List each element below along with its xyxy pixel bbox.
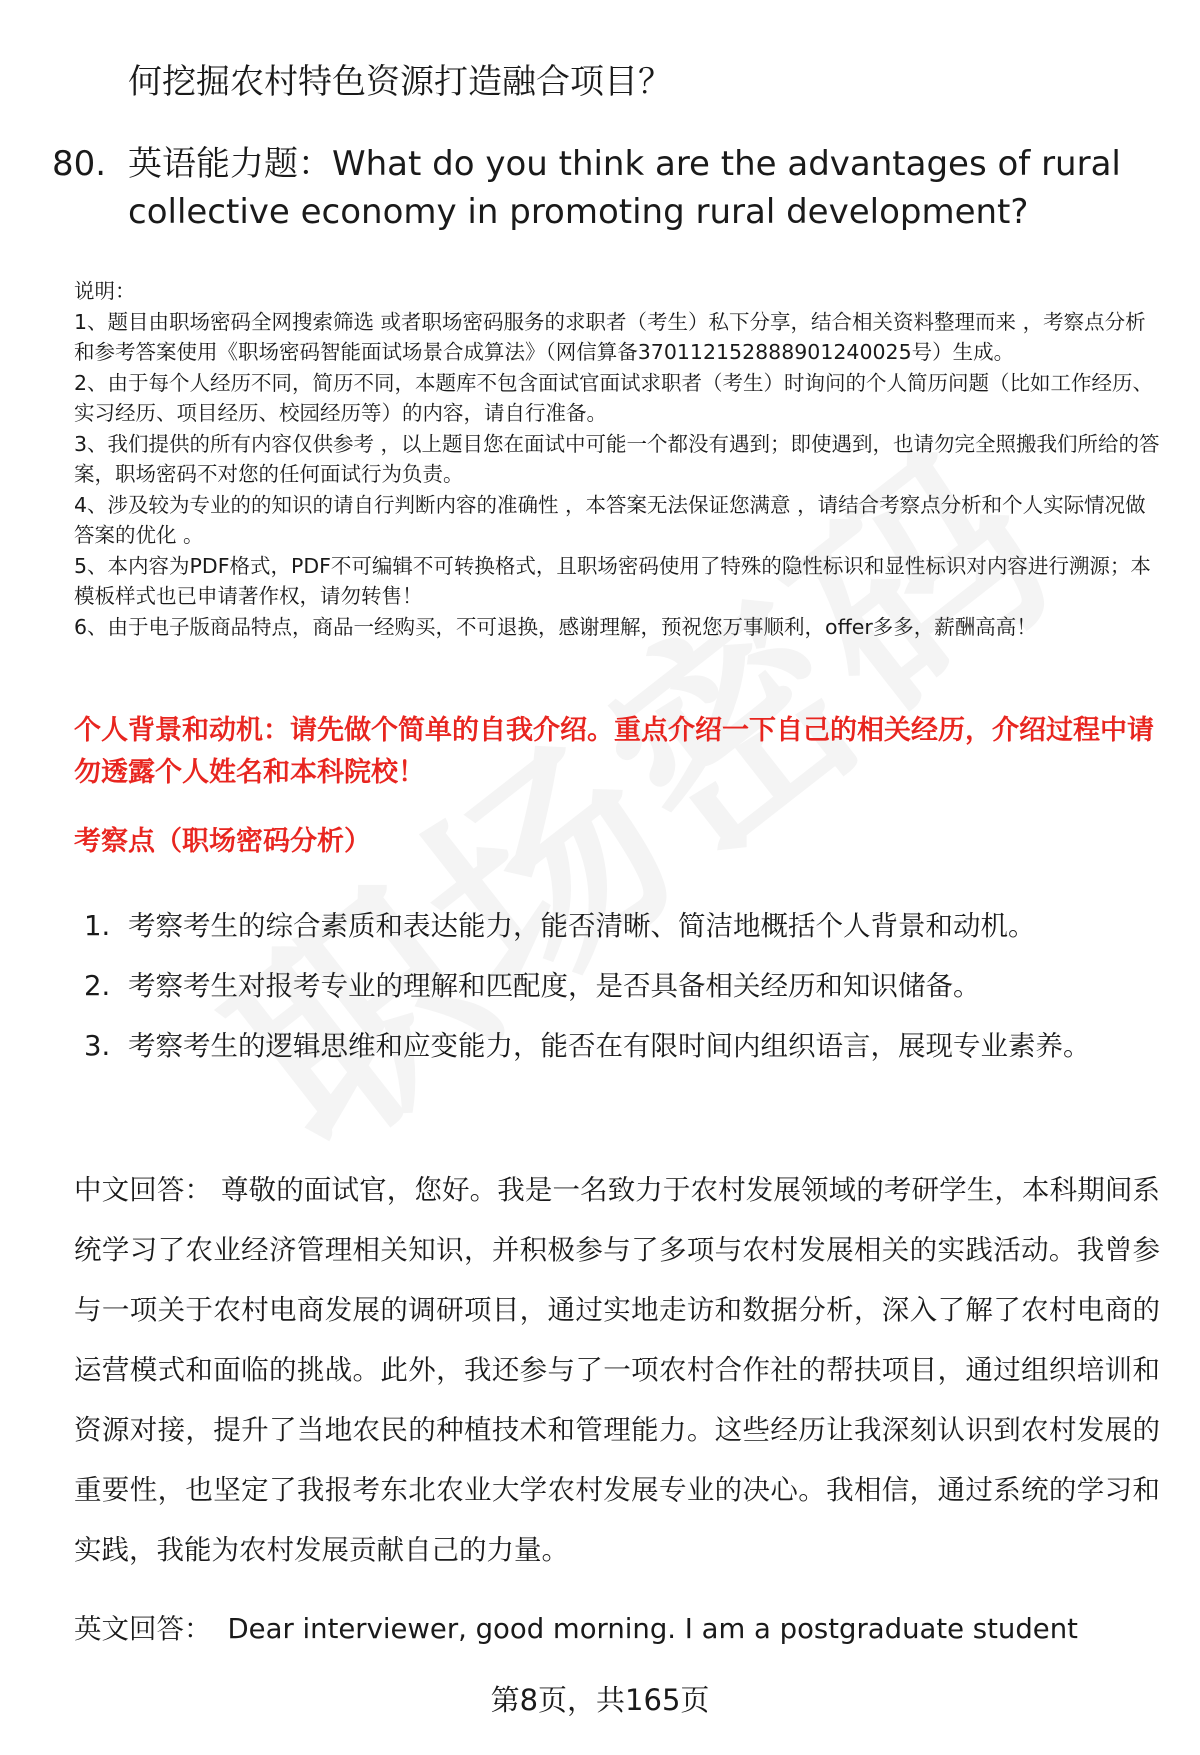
list-item-number: 3. xyxy=(84,1030,111,1062)
note-item: 3、我们提供的所有内容仅供参考 ，以上题目您在面试中可能一个都没有遇到；即使遇到，也请勿完全照搬我们所给的答案，职场密码不对您的任何面试行为负责。 xyxy=(74,431,1160,486)
list-item xyxy=(84,956,1114,1016)
list-item xyxy=(84,1016,1114,1076)
english-answer-text: Dear interviewer, good morning. I am a postgraduate student xyxy=(227,1613,1078,1645)
list-item-text: 考察考生对报考专业的理解和匹配度，是否具备相关经历和知识储备。 xyxy=(128,970,981,1002)
note-item: 6、由于电子版商品特点，商品一经购买，不可退换，感谢理解，预祝您万事顺利，offer多多，薪酬高高！ xyxy=(74,614,1037,639)
question-number: 80. xyxy=(52,144,107,184)
list-item-text: 考察考生的逻辑思维和应变能力，能否在有限时间内组织语言，展现专业素养。 xyxy=(128,1030,1091,1062)
list-item xyxy=(84,896,1114,956)
list-item-number: 2. xyxy=(84,970,111,1002)
question-continuation: 何挖掘农村特色资源打造融合项目？ xyxy=(128,62,672,102)
interview-prompt: 个人背景和动机：请先做个简单的自我介绍。重点介绍一下自己的相关经历，介绍过程中请勿透露个人姓名和本科院校！ xyxy=(74,715,1154,788)
section-title-kaocha: 考察点（职场密码分析） xyxy=(74,826,371,857)
assessment-points xyxy=(84,896,1114,1076)
page-footer: 第8页，共165页 xyxy=(490,1683,710,1717)
question-text: 英语能力题：What do you think are the advantages of rural collective economy in promoting rural development? xyxy=(128,144,1121,232)
note-item: 1、题目由职场密码全网搜索筛选 或者职场密码服务的求职者（考生）私下分享，结合相关资料整理而来 ，考察点分析和参考答案使用《职场密码智能面试场景合成算法》（网信算备370112152888901240025号）生成。 xyxy=(74,309,1146,364)
note-item: 4、涉及较为专业的的知识的请自行判断内容的准确性 ，本答案无法保证您满意 ，请结合考察点分析和个人实际情况做答案的优化 。 xyxy=(74,492,1146,547)
question-80 xyxy=(52,140,1162,236)
english-answer xyxy=(74,1607,1078,1651)
list-item-number: 1. xyxy=(84,910,111,942)
chinese-answer-label: 中文回答： xyxy=(74,1174,213,1206)
list-item-text: 考察考生的综合素质和表达能力，能否清晰、简洁地概括个人背景和动机。 xyxy=(128,910,1036,942)
notes-block xyxy=(74,276,1164,642)
notes-heading: 说明： xyxy=(74,279,136,303)
english-answer-label: 英文回答： xyxy=(74,1613,212,1645)
chinese-answer xyxy=(74,1160,1160,1580)
chinese-answer-text: 尊敬的面试官，您好。我是一名致力于农村发展领域的考研学生，本科期间系统学习了农业经济管理相关知识，并积极参与了多项与农村发展相关的实践活动。我曾参与一项关于农村电商发展的调研项目，通过实地走访和数据分析，深入了解了农村电商的运营模式和面临的挑战。此外，我还参与了一项农村合作社的帮扶项目，通过组织培训和资源对接，提升了当地农民的种植技术和管理能力。这些经历让我深刻认识到农村发展的重要性，也坚定了我报考东北农业大学农村发展专业的决心。我相信，通过系统的学习和实践，我能为农村发展贡献自己的力量。 xyxy=(74,1174,1161,1566)
note-item: 2、由于每个人经历不同，简历不同，本题库不包含面试官面试求职者（考生）时询问的个人简历问题（比如工作经历、实习经历、项目经历、校园经历等）的内容，请自行准备。 xyxy=(74,370,1154,425)
note-item: 5、本内容为PDF格式，PDF不可编辑不可转换格式，且职场密码使用了特殊的隐性标识和显性标识对内容进行溯源；本模板样式也已申请著作权，请勿转售！ xyxy=(74,553,1151,608)
